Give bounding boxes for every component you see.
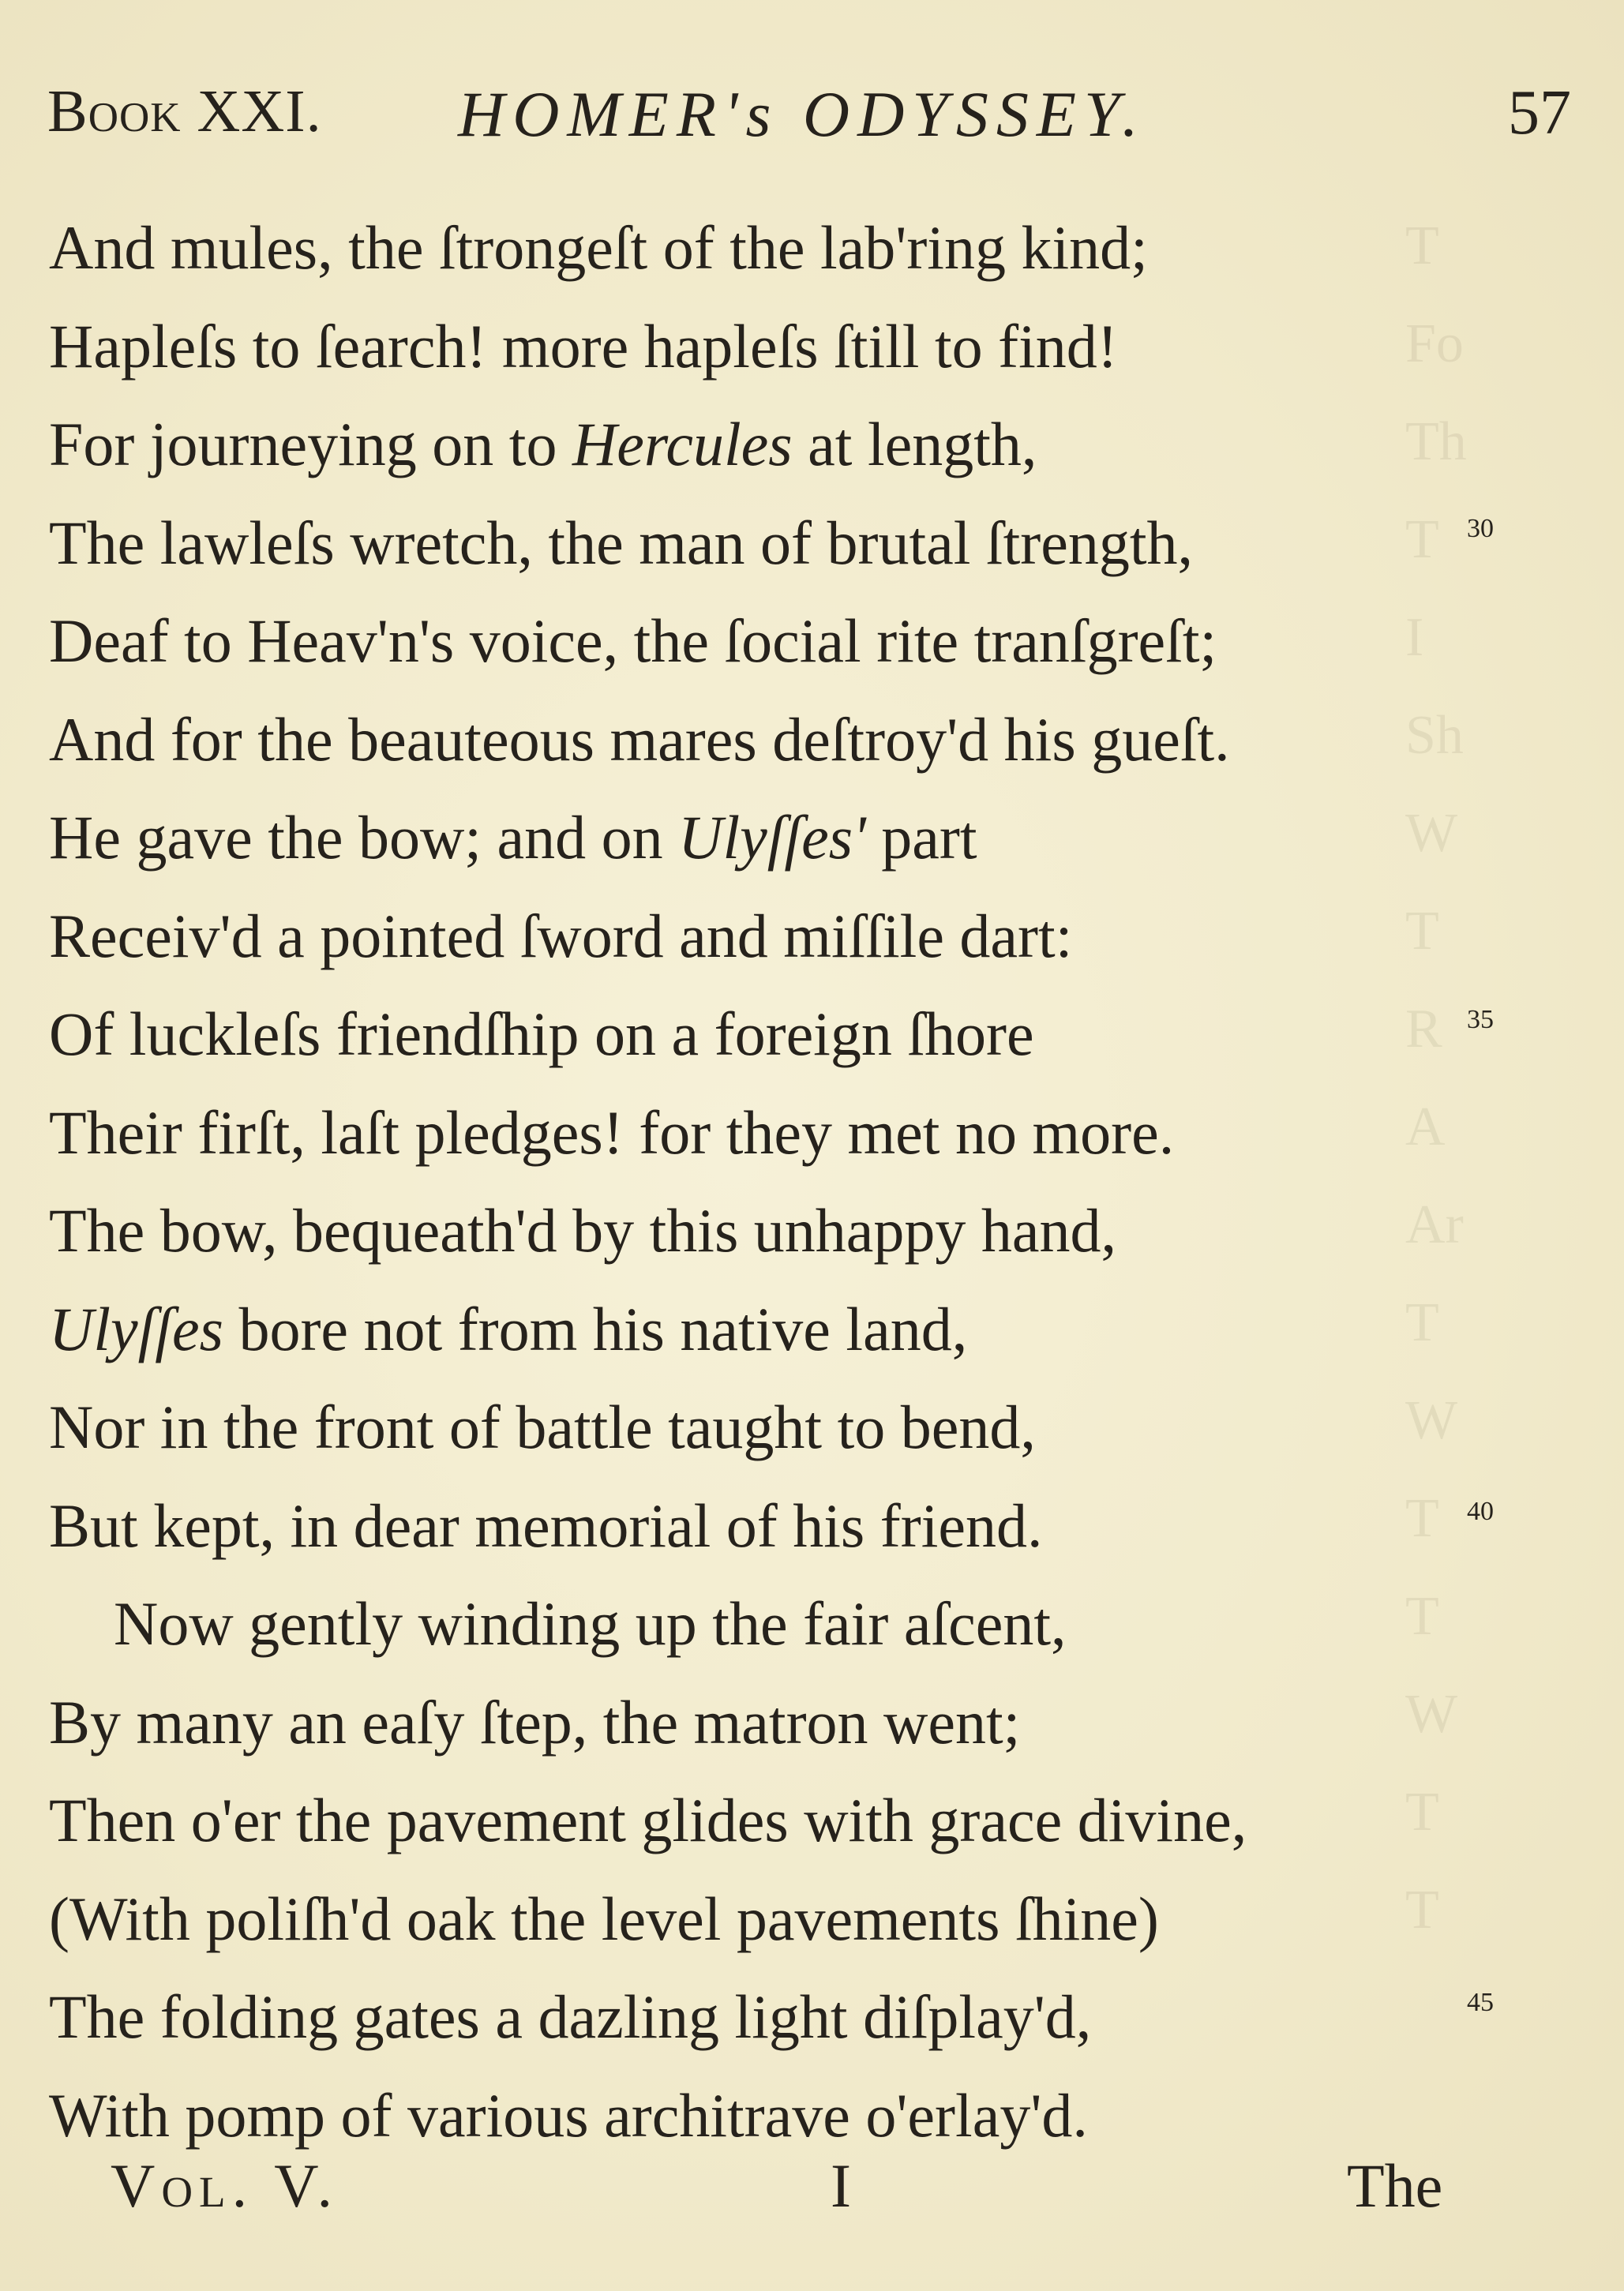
verse-text-roman: By many an eaſy ſtep, the matron went; — [49, 1687, 1021, 1757]
verse-text — [49, 2081, 1088, 2150]
verse-text-roman: Deaf to Heav'n's voice, the ſocial rite tranſgreſt; — [49, 606, 1217, 675]
volume-label: Vol. V. — [111, 2151, 339, 2220]
verse-text-roman: Receiv'd a pointed ſword and miſſile dart: — [49, 901, 1073, 970]
verse-text-roman: But kept, in dear memorial of his friend. — [49, 1490, 1043, 1560]
verse-line — [49, 592, 1533, 691]
verse-text-roman: Hapleſs to ſearch! more hapleſs ſtill to find! — [49, 311, 1118, 381]
verse-block — [49, 199, 1533, 2165]
book-number: Book XXI. — [47, 78, 322, 144]
verse-text — [49, 1884, 1159, 1953]
verse-text-roman-tail: bore not from his native land, — [223, 1294, 968, 1363]
verse-line — [49, 985, 1533, 1084]
verse-text — [49, 508, 1193, 577]
verse-line — [49, 298, 1533, 396]
page-number: 57 — [1508, 78, 1571, 148]
verse-text-roman: The bow, bequeath'd by this unhappy hand, — [49, 1196, 1117, 1265]
line-number: 35 — [1467, 1005, 1494, 1034]
verse-text-italic: Ulyſſes' — [678, 803, 866, 872]
verse-text — [49, 213, 1148, 282]
verse-text-roman: With pomp of various architrave o'erlay'd. — [49, 2080, 1088, 2150]
verse-line — [49, 494, 1533, 593]
verse-text-roman: Nor in the front of battle taught to bend, — [49, 1393, 1036, 1461]
verse-text-roman: And mules, the ſtrongeſt of the lab'ring kind; — [49, 213, 1148, 282]
verse-line — [49, 1378, 1533, 1477]
verse-text — [49, 1589, 1067, 1658]
verse-text — [49, 803, 977, 872]
verse-line — [49, 396, 1533, 494]
verse-text-italic: Hercules — [572, 410, 793, 478]
verse-text-roman: Their firſt, laſt pledges! for they met no more. — [49, 1097, 1175, 1167]
verse-line — [49, 789, 1533, 887]
verse-text-roman: For journeying on to — [49, 410, 572, 478]
verse-text — [49, 606, 1217, 675]
verse-text — [49, 902, 1072, 970]
verse-text-roman: And for the beauteous mares deſtroy'd his gueſt. — [49, 704, 1230, 774]
verse-text-roman: (With poliſh'd oak the level pavements ſhine) — [49, 1884, 1159, 1953]
verse-text-roman: He gave the bow; and on — [49, 803, 679, 872]
verse-text — [49, 1295, 967, 1363]
verse-text-roman: Then o'er the pavement glides with grace divine, — [49, 1786, 1247, 1854]
verse-line — [49, 1280, 1533, 1379]
verse-text — [49, 1688, 1020, 1757]
line-number: 30 — [1467, 513, 1494, 543]
verse-line — [49, 1772, 1533, 1870]
page-footer — [0, 2150, 1624, 2229]
verse-line — [49, 887, 1533, 986]
verse-text — [49, 410, 1037, 478]
verse-line — [49, 1084, 1533, 1183]
verse-text-roman: Now gently winding up the fair aſcent, — [114, 1589, 1067, 1658]
verse-text-roman: Of luckleſs friendſhip on a foreign ſhore — [49, 999, 1034, 1068]
bleed-through-text: T Fo Th T I Sh W T R A Ar T W T T W T T — [1405, 216, 1467, 1940]
verse-text — [49, 1491, 1043, 1560]
line-number: 40 — [1467, 1496, 1494, 1526]
verse-line — [49, 1968, 1533, 2067]
verse-text-roman: The lawleſs wretch, the man of brutal ſtrength, — [49, 508, 1194, 577]
signature-mark: I — [831, 2151, 851, 2220]
verse-text-roman-tail: part — [865, 803, 977, 872]
verse-line — [49, 1477, 1533, 1576]
verse-line — [49, 691, 1533, 789]
verse-text-italic: Ulyſſes — [49, 1294, 223, 1363]
verse-text — [49, 1393, 1036, 1461]
line-number: 45 — [1467, 1988, 1494, 2017]
verse-line — [49, 1674, 1533, 1772]
verse-line — [49, 1870, 1533, 1969]
verse-line — [49, 1182, 1533, 1280]
verse-text — [49, 312, 1118, 381]
running-head — [47, 77, 1571, 156]
verse-text — [49, 705, 1230, 774]
verse-line — [49, 1575, 1533, 1674]
verse-text — [49, 1196, 1116, 1265]
running-title: HOMER's ODYSSEY. — [458, 78, 1146, 150]
verse-text — [49, 1786, 1247, 1854]
verse-line — [49, 199, 1533, 298]
verse-text-roman-tail: at length, — [792, 410, 1037, 478]
verse-text — [49, 1982, 1091, 2051]
verse-text-roman: The folding gates a dazling light diſplay'd, — [49, 1982, 1092, 2051]
verse-text — [49, 999, 1034, 1068]
verse-text — [49, 1098, 1174, 1167]
catchword: The — [1347, 2151, 1443, 2220]
